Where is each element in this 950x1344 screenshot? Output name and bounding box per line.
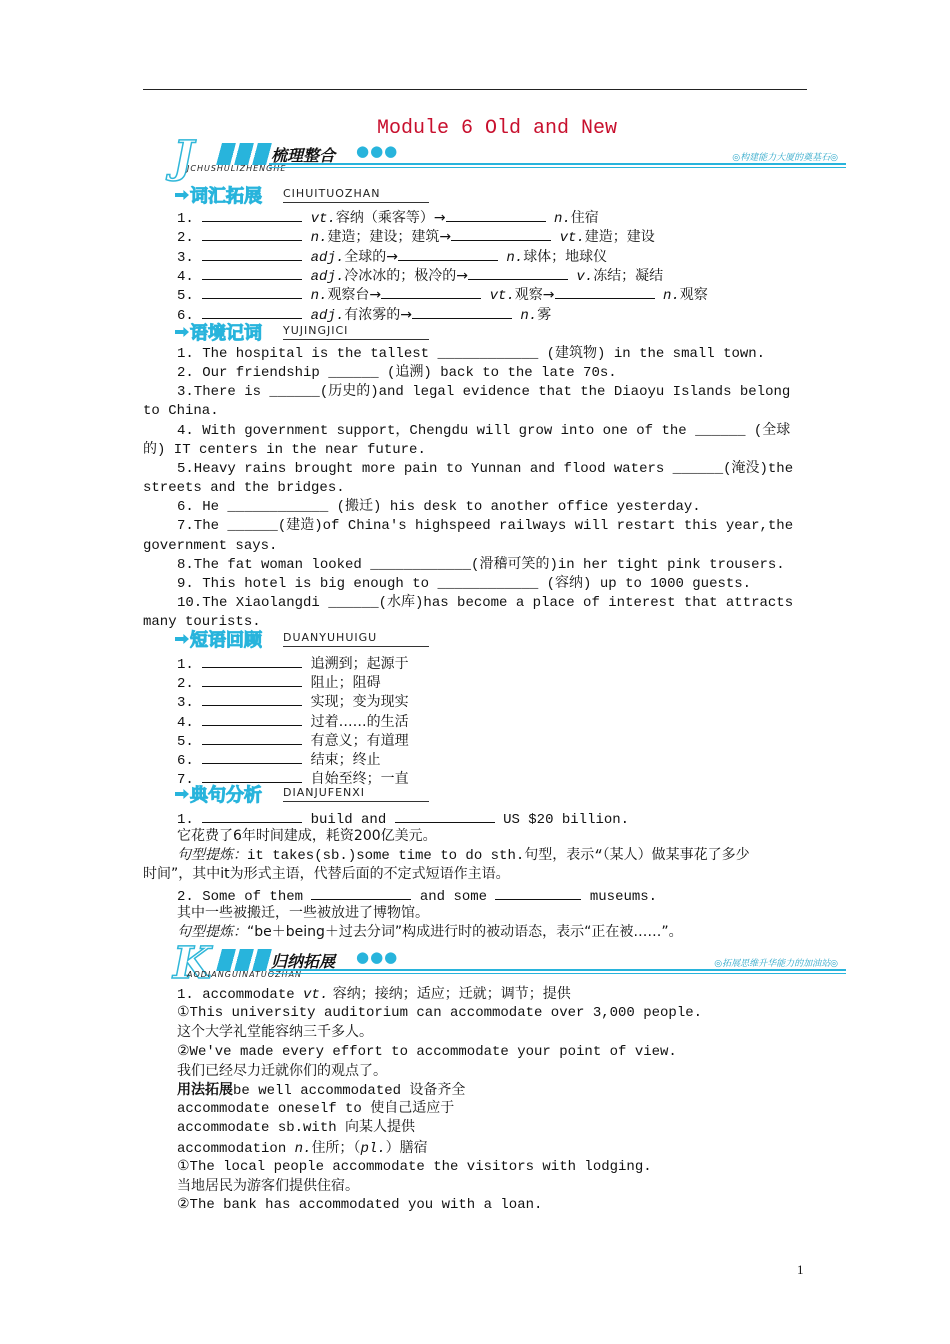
item-number: 4.	[177, 268, 194, 285]
answer-blank[interactable]	[202, 265, 302, 280]
expand-line	[177, 1158, 652, 1177]
expand-line	[177, 1139, 428, 1159]
answer-blank[interactable]	[395, 808, 495, 823]
meaning: 容纳；接纳；适应；迁就；调节；提供	[328, 986, 571, 1002]
part-of-speech: n.	[310, 230, 328, 247]
item-number: 5.	[177, 288, 194, 305]
banner-stripes	[216, 143, 272, 165]
subheading-title: 词汇拓展	[190, 186, 262, 207]
sentence-1-tip: 句型提炼：it takes(sb.)some time to do sth.句型，表示“（某人）做某事花了多少	[177, 847, 750, 864]
answer-blank[interactable]	[202, 304, 302, 319]
context-line: to China.	[143, 403, 219, 420]
expand-line	[177, 1023, 373, 1043]
expand-text: ①The local people accommodate the visitors with lodging.	[177, 1158, 652, 1175]
banner-pinyin: JCHUSHULIZHENGHE	[187, 164, 287, 173]
answer-blank[interactable]	[202, 653, 302, 668]
item-number: 3.	[177, 249, 194, 266]
meaning: 雾	[537, 306, 552, 323]
part-of-speech: vt.	[559, 230, 585, 247]
banner-slogan: ◎拓展思维升华能力的加油站◎	[714, 959, 838, 969]
item-number: 2.	[177, 676, 194, 693]
part-of-speech: n.	[553, 211, 571, 227]
subheading-pinyin: CIHUITUOZHAN	[283, 187, 381, 200]
sentence-2-tip: 句型提炼：“be＋being＋过去分词”构成进行时的被动语态，表示“正在被……”。	[177, 924, 683, 940]
section-banner-expand	[173, 938, 846, 989]
banner-dots: ●●●	[356, 142, 399, 160]
context-line: streets and the bridges.	[143, 480, 345, 497]
answer-blank[interactable]	[398, 246, 498, 261]
banner-pinyin: AODIANGUINATUOZHAN	[187, 970, 303, 979]
answer-blank[interactable]	[451, 226, 551, 241]
meaning: 住宿	[570, 210, 599, 226]
usage-label: 用法拓展	[177, 1082, 233, 1098]
expand-text: be well accommodated 设备齐全	[233, 1083, 466, 1099]
answer-blank[interactable]	[311, 885, 411, 900]
answer-blank[interactable]	[202, 691, 302, 706]
phrase-meaning: 阻止；阻碍	[310, 675, 381, 692]
meaning: ）膳宿	[385, 1139, 428, 1156]
sentence-2-translation: 其中一些被搬迁，一些被放进了博物馆。	[177, 905, 429, 921]
answer-blank[interactable]	[202, 207, 302, 222]
subheading-rule	[283, 202, 429, 203]
phrase-meaning: 过着……的生活	[310, 713, 409, 730]
item-number: 1.	[177, 211, 194, 227]
answer-blank[interactable]	[412, 304, 512, 319]
banner-slogan: ◎构建能力大厦的奠基石◎	[732, 153, 838, 163]
part-of-speech: pl.	[360, 1140, 386, 1157]
answer-blank[interactable]	[202, 284, 302, 299]
expand-line	[177, 1196, 542, 1215]
meaning: 建造；建设	[584, 229, 655, 246]
context-line: 8.The fat woman looked ____________(滑稽可笑的)in her tight pink trousers.	[177, 556, 785, 573]
expand-text: 1. accommodate	[177, 987, 304, 1003]
part-of-speech: adj.	[310, 307, 345, 324]
answer-blank[interactable]	[202, 226, 302, 241]
answer-blank[interactable]	[468, 265, 568, 280]
item-number: 7.	[177, 772, 194, 789]
expand-text: 这个大学礼堂能容纳三千多人。	[177, 1024, 373, 1041]
expand-line	[177, 1081, 465, 1101]
banner-rule-thin	[269, 973, 846, 974]
expand-line	[177, 1119, 415, 1138]
part-of-speech: adj.	[310, 249, 345, 266]
item-number: 3.	[177, 695, 194, 712]
answer-blank[interactable]	[202, 246, 302, 261]
meaning: 球体；地球仪	[523, 248, 608, 265]
expand-text: accommodate oneself to 使自己适应于	[177, 1101, 455, 1118]
expand-text: ①This university auditorium can accommodate over 3,000 people.	[177, 1005, 703, 1022]
sentence-1-tip-cont: 时间”，其中it为形式主语，代替后面的不定式短语作主语。	[143, 866, 510, 882]
phrase-meaning: 追溯到；起源于	[310, 656, 409, 672]
subheading-pinyin: YUJINGJICI	[283, 324, 349, 337]
answer-blank[interactable]	[381, 284, 481, 299]
arrow-icon	[175, 327, 189, 337]
arrow-icon	[175, 190, 189, 200]
section-banner-sorting	[173, 132, 846, 183]
subheading-title: 语境记词	[190, 323, 262, 344]
expand-text: ②The bank has accommodated you with a loan.	[177, 1197, 543, 1214]
answer-blank[interactable]	[495, 885, 581, 900]
header-rule	[143, 89, 807, 90]
banner-rule-thin	[269, 167, 846, 168]
meaning: 观察台→	[327, 287, 382, 304]
expand-text: ②We've made every effort to accommodate your point of view.	[177, 1043, 677, 1060]
context-line: 4. With government support，Chengdu will grow into one of the ______ (全球	[177, 422, 791, 439]
banner-stripes	[216, 949, 272, 971]
context-line: 5.Heavy rains brought more pain to Yunnan and flood waters ______(淹没)the	[177, 460, 794, 477]
banner-title: 梳理整合	[271, 146, 336, 165]
context-line: 10.The Xiaolangdi ______(水库)has become a place of interest that attracts	[177, 594, 794, 611]
expand-line	[177, 1100, 454, 1119]
banner-rule	[269, 163, 846, 165]
meaning: 容纳（乘客等）→	[335, 210, 446, 226]
expand-text: 当地居民为游客们提供住宿。	[177, 1178, 359, 1194]
part-of-speech: vt.	[303, 987, 329, 1003]
phrase-meaning: 结束；终止	[310, 752, 381, 768]
answer-blank[interactable]	[202, 730, 302, 745]
context-line: 的) IT centers in the near future.	[143, 441, 426, 458]
context-line: 9. This hotel is big enough to ____________ (容纳) up to 1000 guests.	[177, 575, 752, 592]
banner-rule	[269, 969, 846, 971]
item-number: 6.	[177, 753, 194, 769]
subheading-pinyin: DIANJUFENXI	[283, 786, 366, 799]
meaning: 住所；（	[311, 1139, 361, 1156]
expand-line	[177, 1177, 359, 1197]
expand-text: accommodate sb.with 向某人提供	[177, 1120, 416, 1137]
answer-blank[interactable]	[202, 749, 302, 764]
meaning: 观察→	[514, 287, 555, 304]
page-number: 1	[797, 1262, 804, 1277]
sentence-2: 2. Some of them and some museums.	[177, 885, 657, 907]
item-number: 6.	[177, 307, 194, 324]
sentence-1: 1. build and US $20 billion.	[177, 808, 629, 830]
context-line: many tourists.	[143, 614, 261, 631]
subheading-rule	[283, 339, 429, 340]
arrow-icon	[175, 789, 189, 799]
item-number: 5.	[177, 733, 194, 750]
answer-blank[interactable]	[446, 207, 546, 222]
context-line: 2. Our friendship ______ (追溯) back to the late 70s.	[177, 365, 617, 382]
part-of-speech: n.	[662, 288, 680, 305]
expand-text: 我们已经尽力迁就你们的观点了。	[177, 1062, 387, 1079]
meaning: 观察	[679, 287, 708, 304]
part-of-speech: n.	[520, 307, 538, 324]
expand-text: accommodation	[177, 1140, 295, 1157]
subheading-title: 典句分析	[190, 785, 262, 806]
part-of-speech: vt.	[489, 288, 515, 305]
answer-blank[interactable]	[555, 284, 655, 299]
phrase-meaning: 自始至终；一直	[310, 771, 409, 788]
context-line: 6. He ____________ (搬迁) his desk to another office yesterday.	[177, 499, 701, 516]
meaning: 冻结；凝结	[593, 267, 664, 284]
expand-line	[177, 1062, 387, 1082]
expand-line	[177, 985, 571, 1005]
meaning: 全球的→	[344, 248, 398, 265]
answer-blank[interactable]	[202, 711, 302, 726]
part-of-speech: n.	[506, 249, 524, 266]
sentence-1-translation: 它花费了6年时间建成，耗资200亿美元。	[177, 828, 437, 844]
part-of-speech: n.	[310, 288, 328, 305]
part-of-speech: n.	[294, 1140, 312, 1157]
meaning: 有浓雾的→	[344, 306, 412, 323]
subheading-pinyin: DUANYUHUIGU	[283, 631, 378, 644]
expand-line	[177, 1043, 677, 1062]
banner-letter: K	[173, 938, 212, 989]
context-line: government says.	[143, 537, 278, 554]
meaning: 冷冰冰的；极冷的→	[344, 267, 468, 284]
item-number: 1.	[177, 657, 194, 673]
expand-line	[177, 1004, 702, 1023]
part-of-speech: vt.	[310, 211, 336, 227]
item-number: 4.	[177, 714, 194, 731]
context-line: 1. The hospital is the tallest ____________ (建筑物) in the small town.	[177, 346, 766, 362]
phrase-meaning: 有意义；有道理	[310, 732, 409, 749]
item-number: 2.	[177, 230, 194, 247]
banner-title: 归纳拓展	[271, 952, 336, 971]
meaning: 建造；建设；建筑→	[327, 229, 452, 246]
context-line: 7.The ______(建造)of China's highspeed railways will restart this year,the	[177, 518, 794, 535]
banner-letter: J	[173, 132, 194, 183]
banner-dots: ●●●	[356, 948, 399, 966]
subheading-rule	[283, 646, 429, 647]
arrow-icon	[175, 634, 189, 644]
part-of-speech: adj.	[310, 268, 345, 285]
subheading-title: 短语回顾	[190, 630, 262, 651]
phrase-meaning: 实现；变为现实	[310, 694, 409, 711]
subheading-rule	[283, 801, 429, 802]
context-line: 3.There is ______(历史的)and legal evidence that the Diaoyu Islands belong	[177, 384, 791, 401]
answer-blank[interactable]	[202, 808, 302, 823]
answer-blank[interactable]	[202, 672, 302, 687]
part-of-speech: v.	[576, 268, 594, 285]
page-title: Module 6 Old and New	[376, 117, 618, 140]
